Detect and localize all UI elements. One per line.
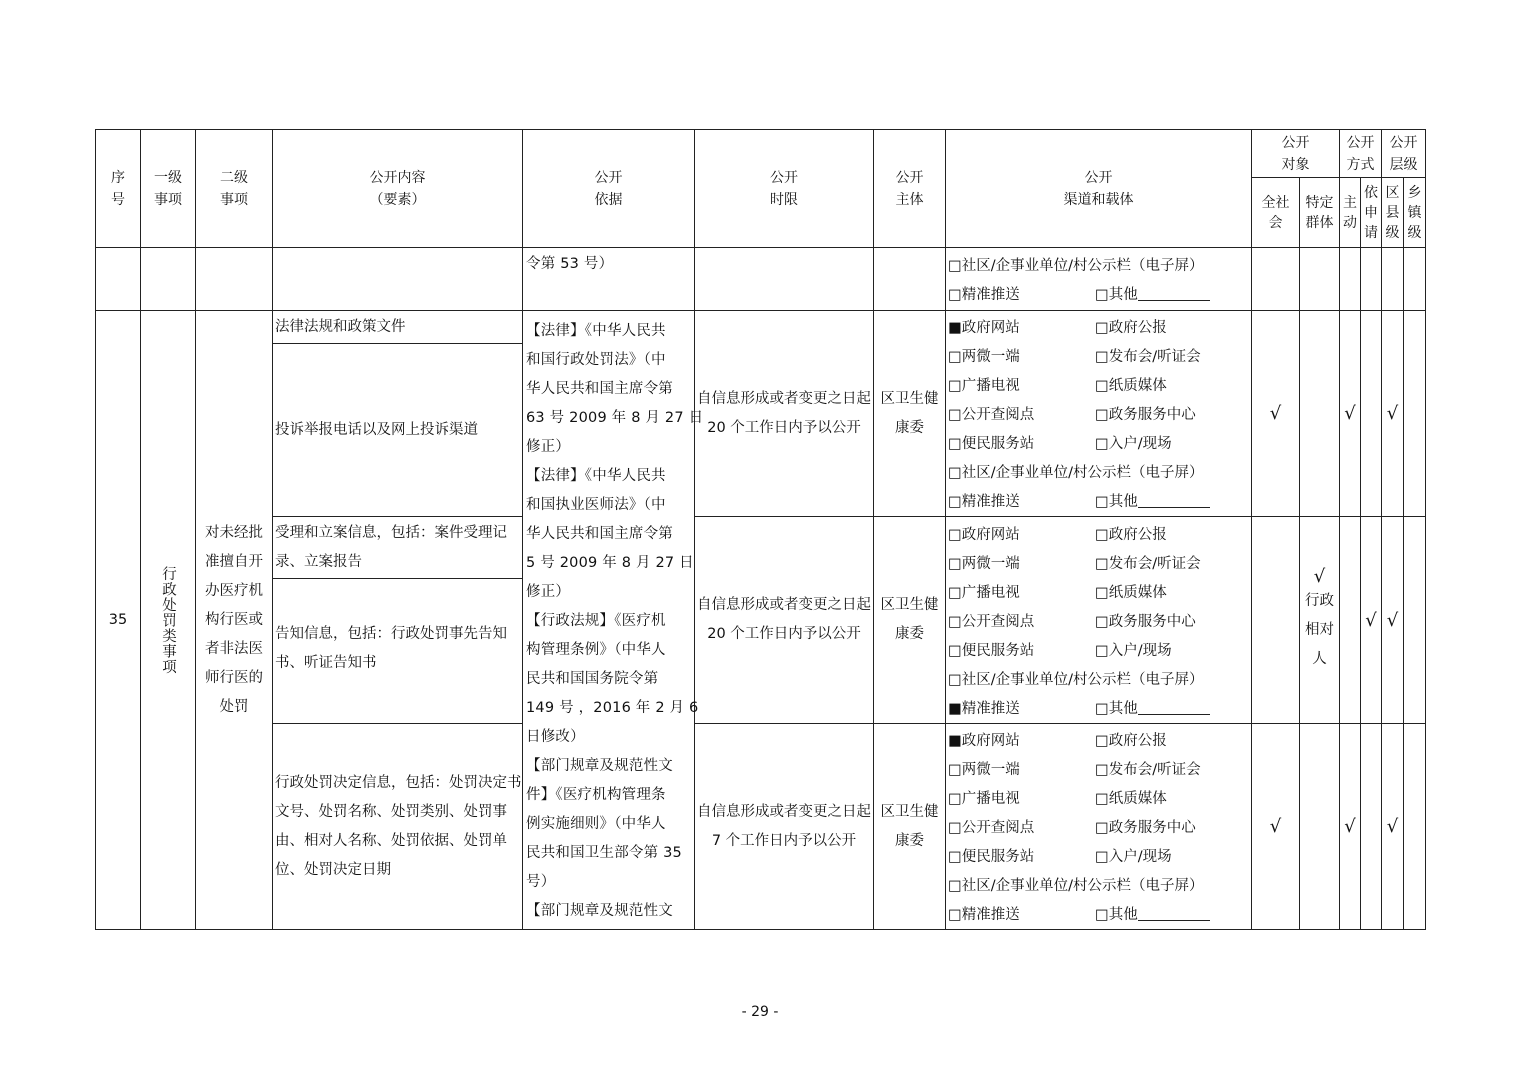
channel-row [948,841,1251,870]
basis-line: 63 号 2009 年 8 月 27 日 [526,410,704,426]
basis-line: 和国执业医师法》（中 [526,497,666,513]
channel-option: □公开查阅点 [948,820,1035,836]
header-content: 公开内容 （要素） [273,130,523,248]
channel-option: □社区/企事业单位/村公示栏（电子屏） [948,878,1204,894]
channel-option: □精准推送 [948,907,1020,923]
channel-row [948,399,1251,428]
header-level2: 二级 事项 [196,130,273,248]
carry-method-apply [1361,248,1382,311]
channel-option: ■精准推送 [948,700,1020,717]
channel-row [948,783,1251,812]
header-method-active: 主动 [1340,178,1361,248]
item-level1: 行政处罚类事项 [141,311,196,930]
group3-method-active: √ [1340,724,1361,930]
page-number: - 29 - [741,1004,779,1020]
group3-target-specific [1300,724,1340,930]
header-method-apply: 依申请 [1361,178,1382,248]
group2-level-district: √ [1382,517,1404,724]
channel-option: □两微一端 [948,762,1020,778]
group2-method-apply: √ [1361,517,1382,724]
group1-period: 自信息形成或者变更之日起 20 个工作日内予以公开 [695,311,874,517]
basis-line: 5 号 2009 年 8 月 27 日 [526,555,694,571]
basis-text [526,317,704,926]
channel-option: □政府公报 [1095,320,1167,336]
group1-method-active: √ [1340,311,1361,517]
channel-row [948,606,1251,635]
channel-option: □发布会/听证会 [1095,349,1201,365]
channel-option: □政府公报 [1095,733,1167,749]
channel-option: □其他 [1095,494,1138,510]
channel-row [948,312,1251,341]
header-seq: 序 号 [96,130,141,248]
header-level-district: 区县级 [1382,178,1404,248]
channel-option: □其他 [1095,700,1138,717]
channel-row [948,635,1251,664]
channel-option: □其他 [1095,907,1138,923]
group3-level-town [1404,724,1426,930]
basis-line: 【法律】《中华人民共 [526,323,666,339]
channel-option: □纸质媒体 [1095,584,1167,601]
channel-option: □公开查阅点 [948,407,1035,423]
header-method: 公开 方式 [1340,130,1382,178]
channel-row [948,754,1251,783]
disclosure-table [95,129,1426,930]
channel-row [948,341,1251,370]
channel-option: □政府网站 [948,526,1020,543]
header-basis: 公开 依据 [523,130,695,248]
group2-target-specific: √ 行政相对人 [1300,517,1340,724]
group1-target-all: √ [1252,311,1300,517]
header-target-specific: 特定群体 [1300,178,1340,248]
basis-line: 149 号 ，2016 年 2 月 6 [526,700,699,716]
header-period: 公开 时限 [695,130,874,248]
channel-option: ■政府网站 [948,320,1020,336]
group3-level-district: √ [1382,724,1404,930]
group2-method-active [1340,517,1361,724]
group1-level-town [1404,311,1426,517]
carry-subject [874,248,946,311]
group2-subject: 区卫生健康委 [874,517,946,724]
channel-row [948,548,1251,577]
channel-option: □入户/现场 [1095,642,1172,659]
basis-line: 【部门规章及规范性文 [526,903,673,919]
group2-period: 自信息形成或者变更之日起 20 个工作日内予以公开 [695,517,874,724]
group1-subject: 区卫生健康委 [874,311,946,517]
channel-row [948,577,1251,606]
group1-target-specific [1300,311,1340,517]
blank-line [1138,906,1210,921]
basis-line: 华人民共和国主席令第 [526,526,673,542]
channel-option: ■政府网站 [948,733,1020,749]
channel-option: □纸质媒体 [1095,791,1167,807]
basis-line: 号） [526,874,556,890]
basis-line: 修正） [526,439,571,455]
channel-row: □精准推送 □其他 [948,279,1251,308]
carry-basis: 令第 53 号） [523,248,695,311]
channel-option: □广播电视 [948,791,1020,807]
basis-line: 华人民共和国主席令第 [526,381,673,397]
channel-row: □社区/企事业单位/村公示栏（电子屏） [948,258,1204,274]
group3-period: 自信息形成或者变更之日起 7 个工作日内予以公开 [695,724,874,930]
channel-option: □两微一端 [948,349,1020,365]
group2-target-all [1252,517,1300,724]
group3-subject: 区卫生健康委 [874,724,946,930]
basis-line: 例实施细则》（中华人 [526,816,666,832]
channel-option: □政务服务中心 [1095,407,1196,423]
header-level1: 一级 事项 [141,130,196,248]
group1-channel [946,311,1252,517]
basis-line: 构管理条例》（中华人 [526,642,666,658]
blank-line [1138,493,1210,508]
carry-level1 [141,248,196,311]
channel-option: □入户/现场 [1095,436,1172,452]
basis-line: 修正） [526,584,571,600]
channel-row [948,812,1251,841]
content-notice: 告知信息，包括：行政处罚事先告知书、听证告知书 [273,579,523,724]
header-target: 公开 对象 [1252,130,1340,178]
content-decision: 行政处罚决定信息，包括：处罚决定书文号、处罚名称、处罚类别、处罚事由、相对人名称、处罚依据、处罚单位、处罚决定日期 [273,724,523,930]
carry-target-all [1252,248,1300,311]
carry-target-specific [1300,248,1340,311]
header-channel: 公开 渠道和载体 [946,130,1252,248]
channel-option: □纸质媒体 [1095,378,1167,394]
channel-option: □广播电视 [948,378,1020,394]
carry-level-district [1382,248,1404,311]
basis-line: 民共和国国务院令第 [526,671,659,687]
item-seq: 35 [96,311,141,930]
basis-line: 件】《医疗机构管理条 [526,787,666,803]
content-complaint: 投诉举报电话以及网上投诉渠道 [273,344,523,517]
group3-channel [946,724,1252,930]
channel-row [948,899,1251,928]
basis-line: 【行政法规】《医疗机 [526,613,666,629]
item-basis [523,311,704,930]
header-target-all: 全社会 [1252,178,1300,248]
carry-seq [96,248,141,311]
group1-level-district: √ [1382,311,1404,517]
channel-option: □政务服务中心 [1095,820,1196,836]
carry-period [695,248,874,311]
channel-option: □精准推送 [948,494,1020,510]
channel-row [948,870,1251,899]
channel-row [948,725,1251,754]
channel-option: □社区/企事业单位/村公示栏（电子屏） [948,671,1204,688]
basis-line: 【部门规章及规范性文 [526,758,673,774]
channel-option: □便民服务站 [948,849,1035,865]
basis-line: 和国行政处罚法》（中 [526,352,666,368]
carry-content [273,248,523,311]
header-level: 公开 层级 [1382,130,1426,178]
channel-option: □广播电视 [948,584,1020,601]
blank-line [1138,700,1210,715]
channel-row [948,519,1251,548]
channel-option: □政务服务中心 [1095,613,1196,630]
carry-method-active [1340,248,1361,311]
carry-level2 [196,248,273,311]
blank-line [1138,286,1210,301]
channel-option: □公开查阅点 [948,613,1035,630]
channel-option: □社区/企事业单位/村公示栏（电子屏） [948,465,1204,481]
channel-row [948,486,1251,515]
channel-option: □便民服务站 [948,642,1035,659]
group2-level-town [1404,517,1426,724]
channel-option: □入户/现场 [1095,849,1172,865]
channel-option: □政府公报 [1095,526,1167,543]
disclosure-table-sheet [95,129,1425,929]
header-level-town: 乡镇级 [1404,178,1426,248]
channel-option: □发布会/听证会 [1095,555,1201,572]
item-level2: 对未经批准擅自开办医疗机构行医或者非法医师行医的处罚 [196,311,273,930]
carry-level-town [1404,248,1426,311]
group1-method-apply [1361,311,1382,517]
channel-row [948,664,1251,693]
basis-line: 民共和国卫生部令第 35 [526,845,682,861]
channel-row [948,693,1251,722]
group2-channel [946,517,1252,724]
channel-row [948,370,1251,399]
channel-option: □便民服务站 [948,436,1035,452]
basis-line: 日修改） [526,729,585,745]
carry-channel [946,248,1252,311]
channel-row [948,457,1251,486]
header-subject: 公开 主体 [874,130,946,248]
group3-method-apply [1361,724,1382,930]
channel-option: □两微一端 [948,555,1020,572]
content-acceptance: 受理和立案信息，包括：案件受理记录、立案报告 [273,517,523,579]
group3-target-all: √ [1252,724,1300,930]
content-laws: 法律法规和政策文件 [273,311,523,344]
channel-row [948,428,1251,457]
basis-line: 【法律】《中华人民共 [526,468,666,484]
channel-option: □发布会/听证会 [1095,762,1201,778]
